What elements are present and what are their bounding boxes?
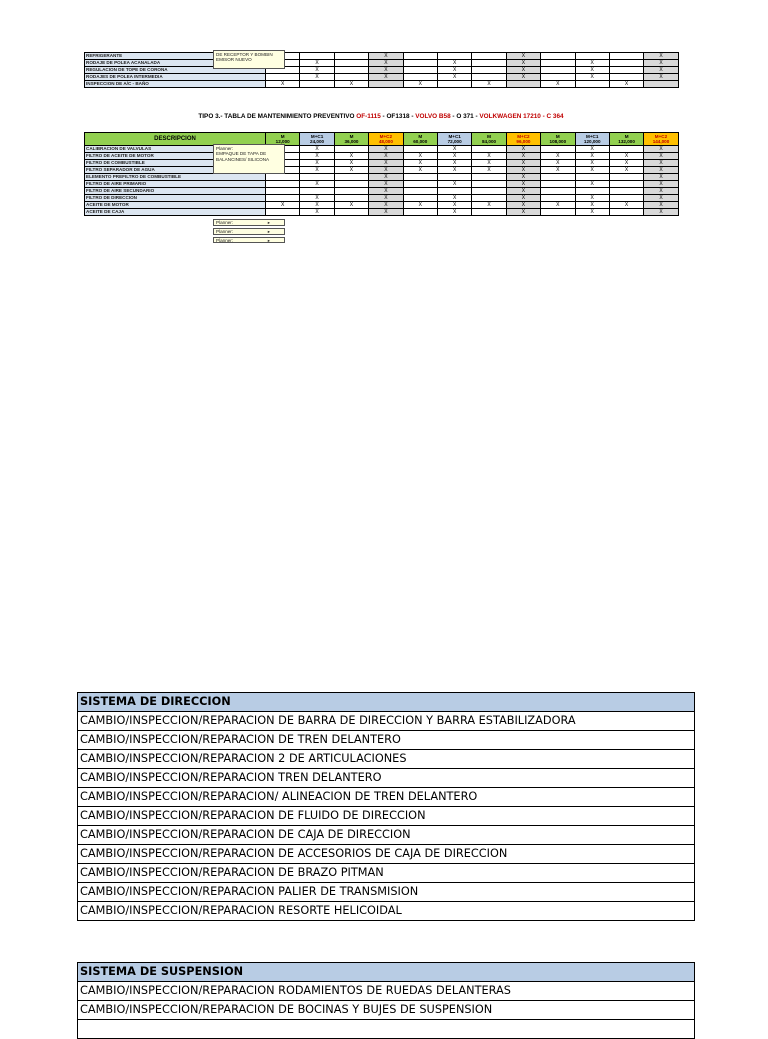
column-header	[506, 133, 540, 146]
table-cell: X	[506, 195, 540, 202]
table-cell: X	[506, 53, 540, 60]
row-label: FILTRO DE ACEITE DE MOTOR	[85, 153, 266, 160]
row-label: INSPECCION DE A/C - BAÑO	[85, 81, 266, 88]
column-km: 36,000	[344, 139, 359, 144]
table-cell	[575, 81, 609, 88]
table-cell	[334, 209, 368, 216]
table-cell: X	[506, 146, 540, 153]
row-label: FILTRO DE AIRE PRIMARIO	[85, 181, 266, 188]
row-label: FILTRO SEPARADOR DE AGUA	[85, 167, 266, 174]
table-cell	[472, 60, 506, 67]
table-cell: X	[300, 160, 334, 167]
row-label: RODAJE DE POLEA ACANALADA	[85, 60, 266, 67]
column-type: M	[555, 134, 560, 139]
item-text	[78, 1020, 695, 1039]
column-km: 12,000	[275, 139, 290, 144]
item-text: CAMBIO/INSPECCION/REPARACION DE BOCINAS Y BUJES DE SUSPENSION	[78, 1001, 695, 1020]
item-text: CAMBIO/INSPECCION/REPARACION DE TREN DELANTERO	[78, 731, 695, 750]
table-cell: X	[541, 202, 575, 209]
table-cell	[437, 174, 471, 181]
table-row	[85, 195, 679, 202]
row-label: RODAJES DE POLEA INTERMEDIA	[85, 74, 266, 81]
table-cell: X	[609, 202, 643, 209]
table-row	[85, 67, 679, 74]
table-cell	[541, 209, 575, 216]
table-cell	[472, 53, 506, 60]
table-cell	[403, 174, 437, 181]
table-cell	[334, 188, 368, 195]
table-cell	[541, 188, 575, 195]
table-cell	[403, 146, 437, 153]
table-cell: X	[644, 188, 678, 195]
table-cell: X	[644, 202, 678, 209]
table-cell	[472, 74, 506, 81]
column-header	[575, 133, 609, 146]
table-cell: X	[506, 181, 540, 188]
table-cell: X	[541, 160, 575, 167]
row-label: REFRIGERANTE	[85, 53, 266, 60]
column-type: M	[280, 134, 285, 139]
table-cell	[403, 181, 437, 188]
column-type: M	[624, 134, 629, 139]
table-cell: X	[266, 81, 300, 88]
table-cell	[609, 174, 643, 181]
table-cell: X	[506, 74, 540, 81]
table-cell	[541, 53, 575, 60]
table-cell: X	[403, 160, 437, 167]
table-cell: X	[437, 153, 471, 160]
table-cell	[403, 60, 437, 67]
column-header	[300, 133, 334, 146]
table-cell	[334, 60, 368, 67]
table-cell: X	[644, 53, 678, 60]
table-cell	[472, 195, 506, 202]
table-row	[85, 181, 679, 188]
table-cell: X	[506, 209, 540, 216]
table-cell: X	[437, 209, 471, 216]
table-cell	[609, 74, 643, 81]
section-header-row	[78, 963, 695, 982]
table-cell	[437, 188, 471, 195]
list-item	[78, 826, 695, 845]
table-cell: X	[403, 153, 437, 160]
item-text: CAMBIO/INSPECCION/REPARACION/ ALINEACION DE TREN DELANTERO	[78, 788, 695, 807]
list-item	[78, 845, 695, 864]
table-cell	[334, 67, 368, 74]
table-cell	[541, 195, 575, 202]
list-item	[78, 902, 695, 921]
table-cell	[334, 174, 368, 181]
table-cell: X	[369, 153, 403, 160]
table-cell	[334, 181, 368, 188]
list-item	[78, 864, 695, 883]
table-cell: X	[369, 181, 403, 188]
table-cell: X	[575, 74, 609, 81]
table-cell: X	[437, 74, 471, 81]
column-header	[369, 133, 403, 146]
sistema-suspension-table	[77, 962, 695, 1039]
table-cell: X	[472, 202, 506, 209]
table-cell: X	[369, 174, 403, 181]
column-type: M+C1	[586, 134, 599, 139]
table-cell	[334, 195, 368, 202]
table-cell	[644, 81, 678, 88]
table-cell	[575, 188, 609, 195]
column-header	[472, 133, 506, 146]
table-cell	[541, 146, 575, 153]
table-cell: X	[575, 167, 609, 174]
table-cell	[334, 146, 368, 153]
table-cell	[266, 195, 300, 202]
column-type: M	[418, 134, 423, 139]
table-cell: X	[300, 167, 334, 174]
table-cell: X	[472, 153, 506, 160]
item-text: CAMBIO/INSPECCION/REPARACION PALIER DE TRANSMISION	[78, 883, 695, 902]
table-cell: X	[437, 195, 471, 202]
column-type: M+C2	[654, 134, 668, 139]
table-cell: X	[644, 60, 678, 67]
item-text: CAMBIO/INSPECCION/REPARACION DE CAJA DE DIRECCION	[78, 826, 695, 845]
table-cell: X	[437, 167, 471, 174]
table-cell: X	[472, 167, 506, 174]
section-header: SISTEMA DE DIRECCION	[78, 693, 695, 712]
table-row	[85, 209, 679, 216]
table-cell: X	[300, 67, 334, 74]
table-cell: X	[644, 195, 678, 202]
table-cell	[541, 60, 575, 67]
table-cell: X	[369, 167, 403, 174]
table-cell: X	[369, 195, 403, 202]
table-cell	[609, 53, 643, 60]
table-cell	[609, 188, 643, 195]
column-km: 108,000	[549, 139, 567, 144]
table-cell	[472, 188, 506, 195]
comment-note-balancines	[213, 144, 285, 174]
row-label: CALIBRACION DE VALVULAS	[85, 146, 266, 153]
table-cell: X	[369, 53, 403, 60]
column-km: 24,000	[310, 139, 325, 144]
column-type: M	[349, 134, 354, 139]
table-cell: X	[575, 146, 609, 153]
header-row	[85, 133, 679, 146]
list-item	[78, 1020, 695, 1039]
table-row	[85, 146, 679, 153]
table-cell	[609, 195, 643, 202]
table-cell: X	[575, 153, 609, 160]
table-cell: X	[300, 202, 334, 209]
tipo3-title: TIPO 3.- TABLA DE MANTENIMIENTO PREVENTIVO OF-1115 - OF1318 - VOLVO B58 - O 371 - VOLKWAGEN 17210 - C 364	[198, 113, 564, 120]
table-row	[85, 160, 679, 167]
table-cell: X	[403, 81, 437, 88]
table-cell	[300, 174, 334, 181]
table-cell	[437, 53, 471, 60]
row-label: FILTRO DE DIRECCION	[85, 195, 266, 202]
table-cell: X	[437, 160, 471, 167]
column-type: M+C2	[379, 134, 393, 139]
table-cell	[472, 209, 506, 216]
table-cell: X	[472, 160, 506, 167]
table-cell: X	[437, 202, 471, 209]
table-cell: X	[506, 167, 540, 174]
column-km: 120,000	[583, 139, 601, 144]
table-cell: X	[644, 67, 678, 74]
table-cell: X	[506, 188, 540, 195]
table-cell	[541, 74, 575, 81]
row-label: FILTRO DE AIRE SECUNDARIO	[85, 188, 266, 195]
item-text: CAMBIO/INSPECCION/REPARACION DE ACCESORIOS DE CAJA DE DIRECCION	[78, 845, 695, 864]
column-header	[437, 133, 471, 146]
table-cell: X	[644, 160, 678, 167]
table-cell	[472, 174, 506, 181]
table-cell: X	[334, 160, 368, 167]
column-header	[541, 133, 575, 146]
section-header: SISTEMA DE SUSPENSION	[78, 963, 695, 982]
item-text: CAMBIO/INSPECCION/REPARACION DE BRAZO PITMAN	[78, 864, 695, 883]
table-cell: X	[644, 153, 678, 160]
table-cell	[266, 209, 300, 216]
column-type: M+C1	[448, 134, 461, 139]
planner-note: Planner: ▸	[213, 228, 285, 235]
table-cell: X	[266, 202, 300, 209]
table-cell: X	[334, 81, 368, 88]
table-cell: X	[334, 167, 368, 174]
table-cell	[334, 74, 368, 81]
table-cell: X	[575, 181, 609, 188]
item-text: CAMBIO/INSPECCION/REPARACION DE FLUIDO DE DIRECCION	[78, 807, 695, 826]
table-row	[85, 74, 679, 81]
table-cell	[541, 174, 575, 181]
table-cell	[403, 53, 437, 60]
row-label: ACEITE DE CAJA	[85, 209, 266, 216]
table-cell: X	[541, 81, 575, 88]
table-cell	[300, 81, 334, 88]
table-cell: X	[609, 167, 643, 174]
table-row	[85, 188, 679, 195]
table-cell: X	[609, 153, 643, 160]
table-cell	[609, 60, 643, 67]
item-text: CAMBIO/INSPECCION/REPARACION TREN DELANTERO	[78, 769, 695, 788]
table-cell: X	[541, 167, 575, 174]
table-cell	[472, 146, 506, 153]
table-cell: X	[369, 146, 403, 153]
column-header	[609, 133, 643, 146]
table-cell	[609, 181, 643, 188]
list-item	[78, 750, 695, 769]
table-cell	[472, 181, 506, 188]
table-cell: X	[506, 153, 540, 160]
column-km: 60,000	[413, 139, 428, 144]
table-row	[85, 60, 679, 67]
table-cell: X	[437, 146, 471, 153]
column-header	[403, 133, 437, 146]
table-cell	[575, 174, 609, 181]
table-cell: X	[403, 167, 437, 174]
row-label: REGULACION DE TOPE DE CORONA	[85, 67, 266, 74]
table-cell: X	[575, 195, 609, 202]
table-cell: X	[369, 209, 403, 216]
table-cell: X	[369, 202, 403, 209]
table-row	[85, 53, 679, 60]
table-cell	[472, 67, 506, 74]
table-cell	[541, 181, 575, 188]
table-cell: X	[609, 160, 643, 167]
table-cell: X	[541, 153, 575, 160]
table-cell: X	[369, 60, 403, 67]
table-cell: X	[334, 153, 368, 160]
list-item	[78, 807, 695, 826]
sistema-direccion-table	[77, 692, 695, 921]
table-cell: X	[575, 209, 609, 216]
item-text: CAMBIO/INSPECCION/REPARACION RODAMIENTOS DE RUEDAS DELANTERAS	[78, 982, 695, 1001]
table-cell: X	[437, 181, 471, 188]
section-header-row	[78, 693, 695, 712]
column-header	[334, 133, 368, 146]
table-cell	[403, 188, 437, 195]
column-header-descripcion: DESCRIPCION	[85, 133, 266, 146]
table-cell	[369, 81, 403, 88]
table-row	[85, 202, 679, 209]
table-cell: X	[506, 202, 540, 209]
planner-label: Planner:	[216, 146, 234, 151]
maintenance-table-tipo3	[84, 132, 679, 216]
list-item	[78, 1001, 695, 1020]
row-label: FILTRO DE COMBUSTIBLE	[85, 160, 266, 167]
table-cell	[437, 81, 471, 88]
table-cell: X	[575, 60, 609, 67]
table-cell: X	[644, 209, 678, 216]
table-cell: X	[403, 202, 437, 209]
row-label: ELEMENTO PREFILTRO DE COMBUSTIBLE	[85, 174, 266, 181]
column-km: 132,000	[618, 139, 635, 144]
table-cell: X	[300, 153, 334, 160]
table-cell	[609, 67, 643, 74]
table-cell	[403, 74, 437, 81]
list-item	[78, 712, 695, 731]
list-item	[78, 788, 695, 807]
table-cell: X	[300, 181, 334, 188]
table-cell	[403, 195, 437, 202]
table-cell: X	[609, 81, 643, 88]
table-cell	[403, 67, 437, 74]
table-cell	[403, 209, 437, 216]
table-cell	[334, 53, 368, 60]
table-cell: X	[644, 174, 678, 181]
column-type: M+C2	[517, 134, 530, 139]
table-cell: X	[575, 202, 609, 209]
table-cell: X	[575, 67, 609, 74]
table-cell: X	[506, 60, 540, 67]
column-km: 96,000	[516, 139, 531, 144]
table-cell	[300, 53, 334, 60]
table-cell: X	[369, 74, 403, 81]
table-cell	[609, 146, 643, 153]
comment-note: DE RECEPTOR Y BOMBIN EMISOR NUEVO	[213, 50, 285, 69]
table-cell: X	[437, 60, 471, 67]
table-cell	[575, 53, 609, 60]
table-row	[85, 81, 679, 88]
list-item	[78, 769, 695, 788]
list-item	[78, 731, 695, 750]
item-text: CAMBIO/INSPECCION/REPARACION DE BARRA DE DIRECCION Y BARRA ESTABILIZADORA	[78, 712, 695, 731]
column-km: 48,000	[378, 139, 393, 144]
table-cell: X	[300, 60, 334, 67]
table-cell: X	[369, 160, 403, 167]
table-row	[85, 174, 679, 181]
item-text: CAMBIO/INSPECCION/REPARACION RESORTE HELICOIDAL	[78, 902, 695, 921]
maintenance-table-top	[84, 52, 679, 88]
list-item	[78, 982, 695, 1001]
table-row	[85, 153, 679, 160]
column-km: 84,000	[482, 139, 497, 144]
table-cell: X	[369, 188, 403, 195]
table-cell	[266, 174, 300, 181]
planner-note: Planner: ▸	[213, 219, 285, 226]
planner-note: Planner: ▸	[213, 237, 285, 243]
table-cell: X	[575, 160, 609, 167]
table-cell	[609, 209, 643, 216]
list-item	[78, 883, 695, 902]
table-cell	[266, 74, 300, 81]
column-km: 72,000	[447, 139, 462, 144]
column-type: M+C1	[310, 134, 324, 139]
table-cell: X	[300, 209, 334, 216]
table-cell	[541, 67, 575, 74]
note-text: EMPAQUE DE TAPA DE BALANCINES/ SILICONA	[216, 151, 270, 162]
table-cell	[266, 188, 300, 195]
column-km: 144,000	[652, 139, 670, 144]
column-header	[644, 133, 678, 146]
table-cell: X	[300, 74, 334, 81]
table-cell: X	[472, 81, 506, 88]
table-cell: X	[334, 202, 368, 209]
table-cell: X	[506, 174, 540, 181]
column-type: M	[487, 134, 491, 139]
table-cell: X	[506, 160, 540, 167]
table-row	[85, 167, 679, 174]
table-cell	[266, 181, 300, 188]
table-cell	[300, 188, 334, 195]
table-cell	[506, 81, 540, 88]
table-cell: X	[644, 74, 678, 81]
table-cell: X	[506, 67, 540, 74]
table-cell: X	[437, 67, 471, 74]
table-cell: X	[644, 181, 678, 188]
table-cell: X	[644, 167, 678, 174]
row-label: ACEITE DE MOTOR	[85, 202, 266, 209]
table-cell: X	[644, 146, 678, 153]
item-text: CAMBIO/INSPECCION/REPARACION 2 DE ARTICULACIONES	[78, 750, 695, 769]
table-cell: X	[300, 195, 334, 202]
table-cell: X	[369, 67, 403, 74]
table-cell: X	[300, 146, 334, 153]
